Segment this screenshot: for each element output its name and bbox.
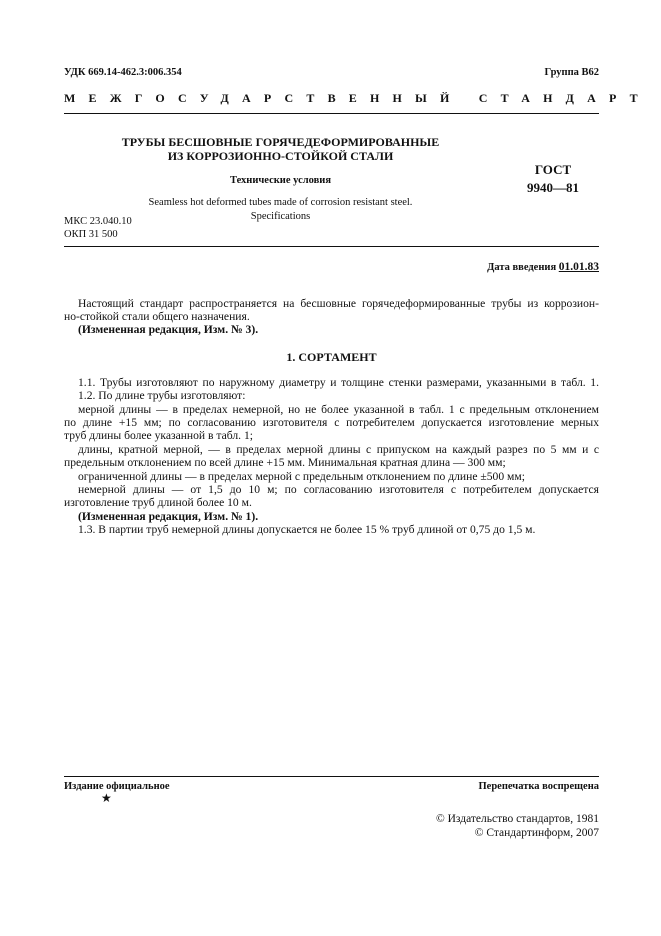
standard-banner: МЕЖГОСУДАРСТВЕННЫЙ СТАНДАРТ	[64, 91, 651, 105]
intro-date	[487, 261, 599, 273]
measured-line-2: по длине +15 мм; по согласованию изготовителя с потребителем допускается изготовление мерных	[64, 416, 599, 429]
subtitle: Технические условия	[229, 175, 332, 186]
measured-line-3: труб длины более указанной в табл. 1;	[64, 429, 253, 442]
group-code: Группа В62	[544, 67, 599, 78]
udk-code: УДК 669.14-462.3:006.354	[64, 67, 182, 78]
preamble-line-2: но-стойкой стали общего назначения.	[64, 310, 250, 323]
english-title-1: Seamless hot deformed tubes made of corrosion resistant steel.	[148, 197, 413, 208]
clause-1-3: 1.3. В партии труб немерной длины допускается не более 15 % труб длиной от 0,75 до 1,5 м.	[78, 523, 536, 536]
unmeasured-line-2: изготовление труб длиной более 10 м.	[64, 496, 252, 509]
okp-code: ОКП 31 500	[64, 229, 118, 240]
intro-date-label: Дата введения	[487, 262, 557, 273]
title-line-1: ТРУБЫ БЕСШОВНЫЕ ГОРЯЧЕДЕФОРМИРОВАННЫЕ	[121, 135, 440, 149]
title-rule	[64, 246, 599, 247]
official-edition: Издание официальное	[64, 781, 170, 792]
section-change: (Измененная редакция, Изм. № 1).	[78, 510, 259, 523]
gost-number: 9940—81	[527, 180, 579, 195]
reprint-notice: Перепечатка воспрещена	[478, 781, 599, 792]
english-title-2: Specifications	[250, 211, 311, 222]
gost-label: ГОСТ	[534, 162, 572, 177]
header-rule	[64, 113, 599, 114]
limited-line-1: ограниченной длины — в пределах мерной с предельным отклонением по длине ±500 мм;	[78, 470, 525, 483]
footer-rule	[64, 776, 599, 777]
preamble-line-1: Настоящий стандарт распространяется на бесшовные горячедеформированные трубы из коррозион-	[78, 297, 599, 310]
clause-1-2: 1.2. По длине трубы изготовляют:	[78, 389, 246, 402]
intro-date-value: 01.01.83	[558, 261, 599, 273]
title-line-2: ИЗ КОРРОЗИОННО-СТОЙКОЙ СТАЛИ	[167, 149, 394, 163]
multiple-line-2: предельным отклонением по всей длине +15 мм. Минимальная кратная длина — 300 мм;	[64, 456, 506, 469]
clause-1-1: 1.1. Трубы изготовляют по наружному диаметру и толщине стенки размерами, указанными в табл. 1.	[78, 376, 599, 389]
section-heading: 1. СОРТАМЕНТ	[286, 350, 377, 364]
copyright-2: © Стандартинформ, 2007	[474, 827, 599, 839]
multiple-line-1: длины, кратной мерной, — в пределах мерной длины с припуском на каждый разрез по 5 мм и с	[78, 443, 599, 456]
unmeasured-line-1: немерной длины — от 1,5 до 10 м; по согласованию изготовителя с потребителем допускается	[78, 483, 599, 496]
preamble-change: (Измененная редакция, Изм. № 3).	[78, 323, 259, 336]
mks-code: МКС 23.040.10	[64, 216, 132, 227]
copyright-1: © Издательство стандартов, 1981	[435, 813, 599, 825]
measured-line-1: мерной длины — в пределах немерной, но не более указанной в табл. 1 с предельным отклонением	[78, 403, 599, 416]
star-icon: ★	[101, 791, 112, 805]
title-block	[64, 135, 497, 224]
